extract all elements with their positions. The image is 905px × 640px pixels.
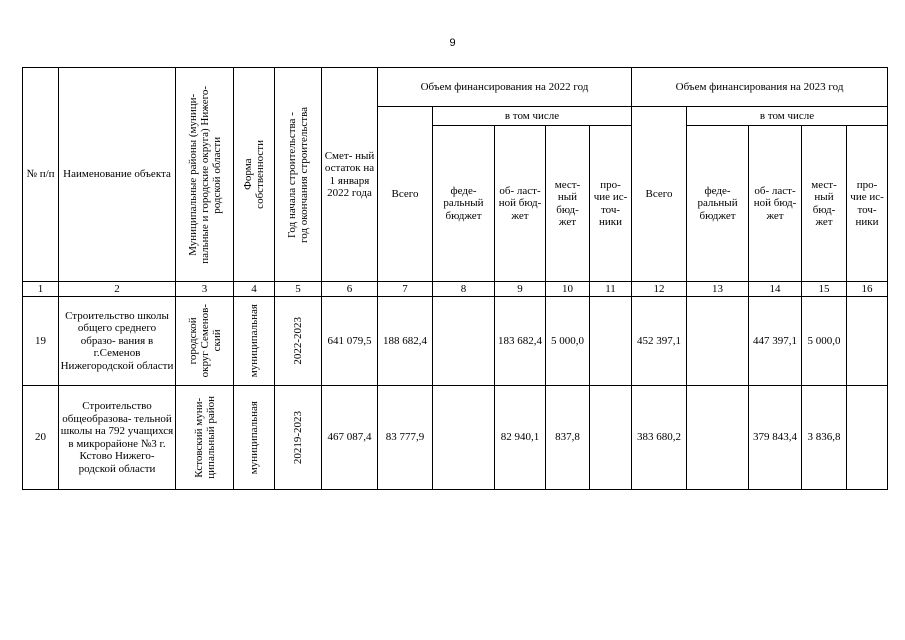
header-total-2022: Всего xyxy=(378,107,433,282)
col-number: 4 xyxy=(234,282,275,297)
row-other-2023 xyxy=(847,386,888,490)
row-local-2022: 837,8 xyxy=(546,386,590,490)
header-federal-2023: феде- ральный бюджет xyxy=(687,126,749,282)
row-total-2023: 452 397,1 xyxy=(632,297,687,386)
row-ownership xyxy=(234,297,275,386)
page-number: 9 xyxy=(449,37,456,49)
row-total-2022: 188 682,4 xyxy=(378,297,433,386)
row-num: 19 xyxy=(23,297,59,386)
row-num: 20 xyxy=(23,386,59,490)
row-regional-2023: 447 397,1 xyxy=(749,297,802,386)
header-ownership-text: Форма собственности xyxy=(242,140,266,209)
col-number: 2 xyxy=(59,282,176,297)
row-district xyxy=(176,386,234,490)
col-number: 6 xyxy=(322,282,378,297)
row-years-text: 20219-2023 xyxy=(292,410,304,465)
row-balance: 641 079,5 xyxy=(322,297,378,386)
row-total-2022: 83 777,9 xyxy=(378,386,433,490)
row-other-2022 xyxy=(590,386,632,490)
header-federal-2022: феде- ральный бюджет xyxy=(433,126,495,282)
header-district xyxy=(176,68,234,282)
row-federal-2023 xyxy=(687,297,749,386)
header-years xyxy=(275,68,322,282)
row-district-text: городской округ Семенов- ский xyxy=(186,304,223,378)
row-name: Строительство школы общего среднего образо- вания в г.Семенов Нижегородской области xyxy=(59,297,176,386)
row-total-2023: 383 680,2 xyxy=(632,386,687,490)
table-row xyxy=(23,297,888,386)
col-number: 7 xyxy=(378,282,433,297)
col-number: 1 xyxy=(23,282,59,297)
header-total-2023: Всего xyxy=(632,107,687,282)
header-local-2023: мест- ный бюд- жет xyxy=(802,126,847,282)
header-regional-2023: об- ласт- ной бюд- жет xyxy=(749,126,802,282)
row-ownership-text: муниципальная xyxy=(248,400,260,475)
header-fin-2023: Объем финансирования на 2023 год xyxy=(632,68,888,107)
col-number: 3 xyxy=(176,282,234,297)
col-number: 9 xyxy=(495,282,546,297)
col-number: 16 xyxy=(847,282,888,297)
row-local-2023: 3 836,8 xyxy=(802,386,847,490)
row-local-2023: 5 000,0 xyxy=(802,297,847,386)
row-district-text: Кстовский муни- ципальный район xyxy=(192,396,217,479)
header-row-1 xyxy=(23,68,888,107)
row-balance: 467 087,4 xyxy=(322,386,378,490)
row-regional-2022: 183 682,4 xyxy=(495,297,546,386)
header-ownership xyxy=(234,68,275,282)
row-federal-2022 xyxy=(433,297,495,386)
row-federal-2023 xyxy=(687,386,749,490)
table-row xyxy=(23,386,888,490)
header-including-2023: в том числе xyxy=(687,107,888,126)
row-federal-2022 xyxy=(433,386,495,490)
financing-table xyxy=(22,67,888,490)
header-balance: Смет- ный остаток на 1 января 2022 года xyxy=(322,68,378,282)
col-number: 13 xyxy=(687,282,749,297)
col-number: 14 xyxy=(749,282,802,297)
row-regional-2023: 379 843,4 xyxy=(749,386,802,490)
row-other-2022 xyxy=(590,297,632,386)
header-district-text: Муниципальные районы (муници- пальные и городские округа) Нижего- родской области xyxy=(186,85,223,264)
col-number: 5 xyxy=(275,282,322,297)
col-number: 12 xyxy=(632,282,687,297)
row-name: Строительство общеобразова- тельной школы на 792 учащихся в микрорайоне №3 г. Кстово Нижего- родской области xyxy=(59,386,176,490)
header-fin-2022: Объем финансирования на 2022 год xyxy=(378,68,632,107)
header-regional-2022: об- ласт- ной бюд- жет xyxy=(495,126,546,282)
col-number: 15 xyxy=(802,282,847,297)
col-number: 8 xyxy=(433,282,495,297)
row-district xyxy=(176,297,234,386)
row-local-2022: 5 000,0 xyxy=(546,297,590,386)
header-local-2022: мест- ный бюд- жет xyxy=(546,126,590,282)
row-other-2023 xyxy=(847,297,888,386)
header-years-text: Год начала строительства - год окончания строительства xyxy=(286,106,310,243)
col-number: 11 xyxy=(590,282,632,297)
header-other-2023: про- чие ис- точ- ники xyxy=(847,126,888,282)
header-num: № п/п xyxy=(23,68,59,282)
header-other-2022: про- чие ис- точ- ники xyxy=(590,126,632,282)
row-years xyxy=(275,386,322,490)
header-name: Наименование объекта xyxy=(59,68,176,282)
row-ownership xyxy=(234,386,275,490)
row-years xyxy=(275,297,322,386)
column-number-row xyxy=(23,282,888,297)
header-including-2022: в том числе xyxy=(433,107,632,126)
row-regional-2022: 82 940,1 xyxy=(495,386,546,490)
col-number: 10 xyxy=(546,282,590,297)
row-years-text: 2022-2023 xyxy=(292,317,304,365)
row-ownership-text: муниципальная xyxy=(248,304,260,378)
